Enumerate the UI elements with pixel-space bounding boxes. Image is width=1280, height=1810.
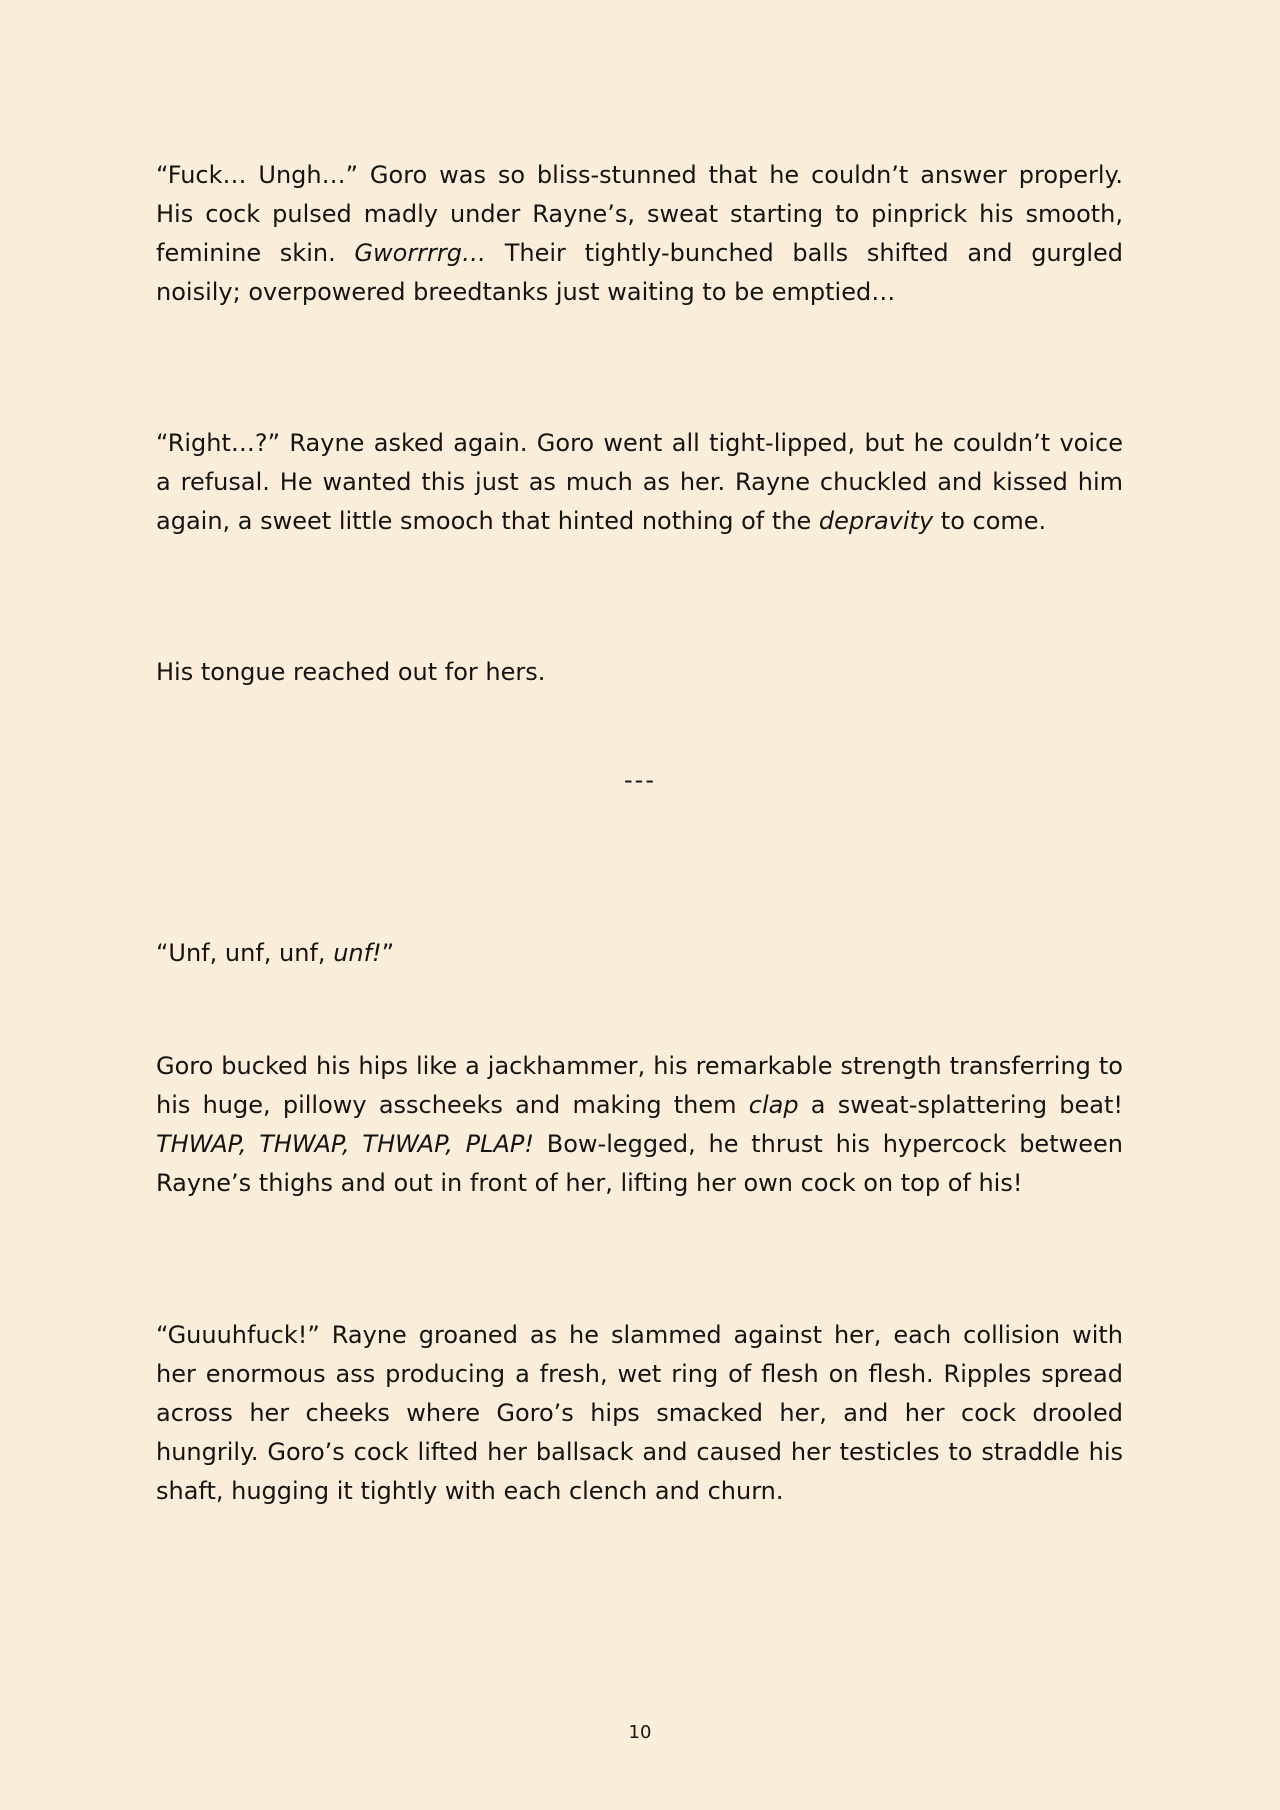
paragraph-5: [156, 1047, 1123, 1203]
paragraph-3: [156, 653, 1123, 692]
text-run: to come.: [933, 507, 1047, 535]
text-run: Bow-legged, he thrust his hypercock between Rayne’s thighs and out in front of her, lifting her own cock on top of his!: [156, 1130, 1123, 1197]
text-run: “Right…?” Rayne asked again. Goro went all tight-lipped, but he couldn’t voice a refusal. He wanted this just as much as her. Rayne chuckled and kissed him again, a sweet little smooch that hinted nothing of the: [156, 429, 1123, 535]
text-run: “Unf, unf, unf,: [156, 939, 334, 967]
paragraph-6: [156, 1316, 1123, 1511]
text-run: Goro bucked his hips like a jackhammer, his remarkable strength transferring to his huge, pillowy asscheeks and making them: [156, 1052, 1123, 1119]
text-run: Their tightly-bunched balls shifted and gurgled noisily; overpowered breedtanks just waiting to be emptied…: [156, 239, 1123, 306]
paragraph-1: [156, 156, 1123, 312]
text-run: a sweat-splattering beat!: [798, 1091, 1123, 1119]
text-run: “Guuuhfuck!” Rayne groaned as he slammed against her, each collision with her enormous ass producing a fresh, wet ring of flesh on flesh. Ripples spread across her cheeks where Goro’s hips smacked her, and her cock drooled hungrily. Goro’s cock lifted her ballsack and caused her testicles to straddle his shaft, hugging it tightly with each clench and churn.: [156, 1321, 1123, 1505]
text-run: “Fuck… Ungh…” Goro was so bliss-stunned that he couldn’t answer properly. His cock pulsed madly under Rayne’s, sweat starting to pinprick his smooth, feminine skin.: [156, 161, 1123, 267]
paragraph-4: [156, 934, 1123, 973]
paragraph-2: [156, 424, 1123, 541]
italic-text: depravity: [818, 507, 934, 535]
page-number: 10: [628, 1722, 652, 1743]
italic-text: unf!: [333, 939, 382, 967]
italic-text: Gworrrrg…: [354, 239, 487, 267]
text-run: His tongue reached out for hers.: [156, 658, 546, 686]
section-divider: ---: [624, 766, 656, 794]
text-run: ”: [381, 939, 395, 967]
italic-text: clap: [748, 1091, 799, 1119]
italic-text: THWAP, THWAP, THWAP, PLAP!: [156, 1130, 534, 1158]
